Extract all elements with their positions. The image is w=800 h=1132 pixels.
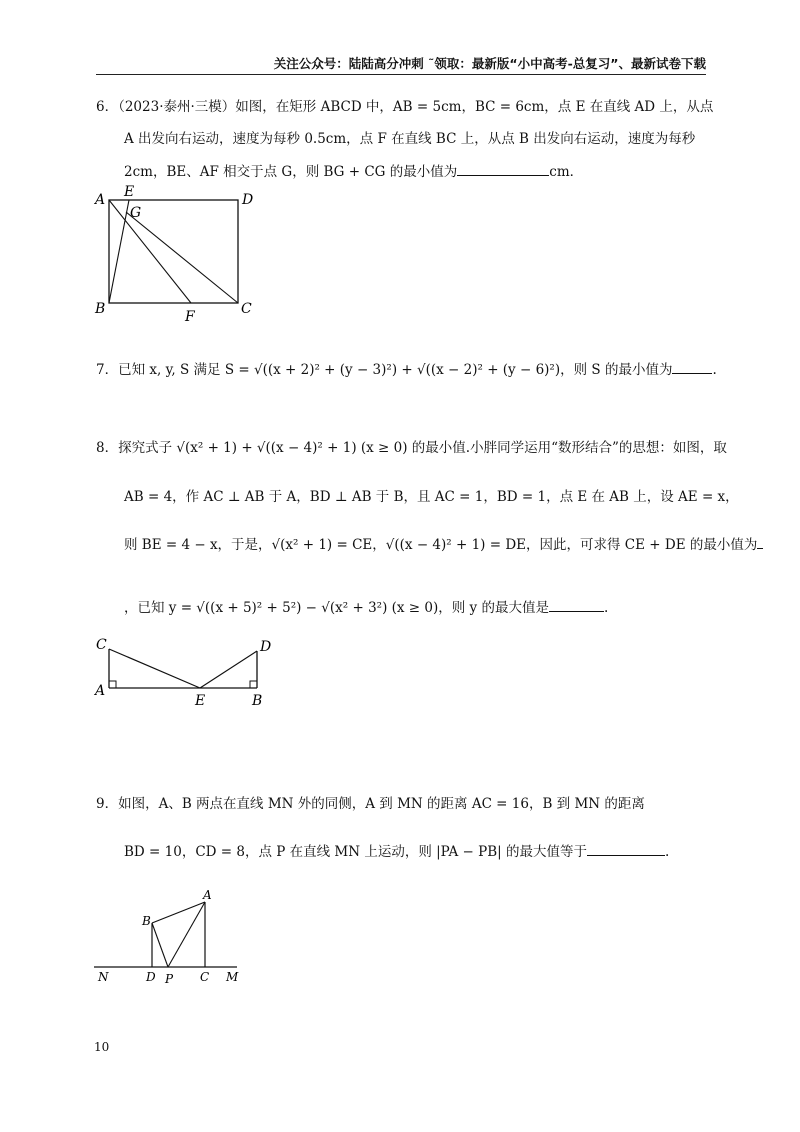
q6-line-1: 6．（2023·泰州·三模）如图，在矩形 ABCD 中，AB = 5cm，BC = 6cm，点 E 在直线 AD 上，从点	[96, 99, 714, 115]
segment-bp	[152, 923, 168, 967]
label-n: N	[98, 970, 109, 984]
label-b: B	[252, 693, 263, 709]
label-p: P	[165, 972, 174, 985]
segment-ed	[200, 651, 257, 688]
label-a: A	[203, 888, 212, 902]
q6-answer-blank	[457, 163, 549, 176]
q9-line-2-end: .	[665, 844, 670, 860]
segment-be	[109, 200, 129, 303]
page-header	[96, 52, 706, 75]
q7-end: .	[712, 362, 717, 378]
q9-line-2	[124, 840, 669, 860]
q8-line-4-end: .	[603, 600, 609, 616]
label-c: C	[96, 637, 107, 653]
q8-line-4	[124, 596, 608, 616]
label-a: A	[95, 683, 106, 699]
q6-line-2: A 出发向右运动，速度为每秒 0.5cm，点 F 在直线 BC 上，从点 B 出发向右运动，速度为每秒	[124, 131, 696, 147]
q9-line-2-text: BD = 10，CD = 8，点 P 在直线 MN 上运动，则 |PA − PB| 的最大值等于	[124, 844, 588, 860]
q8-answer-blank-2	[549, 599, 604, 612]
q9-line-1: 9．如图，A、B 两点在直线 MN 外的同侧，A 到 MN 的距离 AC = 16，B 到 MN 的距离	[96, 796, 645, 812]
header-text: 关注公众号：陆陆高分冲刺 ˜领取：最新版“小中高考-总复习”、最新试卷下载	[273, 56, 706, 71]
right-angle-diagram	[92, 633, 282, 713]
q9-figure	[92, 885, 252, 989]
q8-line-3	[124, 533, 763, 553]
q6-line-3	[124, 160, 583, 180]
label-d: D	[260, 639, 272, 655]
segment-gc	[126, 212, 238, 303]
q8-line-2: AB = 4，作 AC ⊥ AB 于 A，BD ⊥ AB 于 B，且 AC = 1，BD = 1，点 E 在 AB 上，设 AE = x，	[124, 489, 739, 505]
label-d: D	[146, 970, 156, 984]
q7-answer-blank	[672, 361, 712, 374]
q6-line-3-text: 2cm，BE、AF 相交于点 G，则 BG + CG 的最小值为	[124, 164, 458, 180]
segment-ce	[109, 649, 200, 688]
q8-line-4-text: ，已知 y = √((x + 5)² + 5²) − √(x² + 3²) (x ≥ 0)，则 y 的最大值是	[124, 600, 549, 616]
label-g: G	[130, 205, 142, 221]
q8-line-1: 8．探究式子 √(x² + 1) + √((x − 4)² + 1) (x ≥ 0) 的最小值.小胖同学运用“数形结合”的思想：如图，取	[96, 440, 727, 456]
q9-answer-blank	[587, 843, 665, 856]
label-c: C	[200, 970, 210, 984]
page-number: 10	[94, 1040, 110, 1054]
label-m: M	[226, 970, 239, 984]
q8-figure	[92, 633, 282, 717]
rectangle-diagram	[92, 182, 262, 322]
right-angle-mark-b	[250, 681, 257, 688]
q7-line	[96, 358, 717, 378]
label-d: D	[242, 192, 254, 208]
label-c: C	[241, 301, 252, 317]
label-b: B	[142, 914, 151, 928]
q7-text: 7．已知 x, y, S 满足 S = √((x + 2)² + (y − 3)²) + √((x − 2)² + (y − 6)²)，则 S 的最小值为	[96, 362, 673, 378]
q6-line-3-unit: cm．	[549, 164, 584, 180]
q8-line-3-text: 则 BE = 4 − x，于是，√(x² + 1) = CE，√((x − 4)² + 1) = DE，因此，可求得 CE + DE 的最小值为	[124, 537, 758, 553]
right-angle-mark-a	[109, 681, 116, 688]
segment-ap	[168, 902, 205, 967]
label-e: E	[124, 184, 135, 200]
label-b: B	[95, 301, 106, 317]
label-e: E	[195, 693, 206, 709]
q6-figure	[92, 182, 262, 326]
segment-ab	[152, 902, 205, 923]
label-f: F	[185, 309, 195, 322]
distance-diagram	[92, 885, 252, 985]
segment-af	[109, 200, 191, 303]
label-a: A	[95, 192, 106, 208]
q8-answer-blank-1	[757, 536, 763, 549]
